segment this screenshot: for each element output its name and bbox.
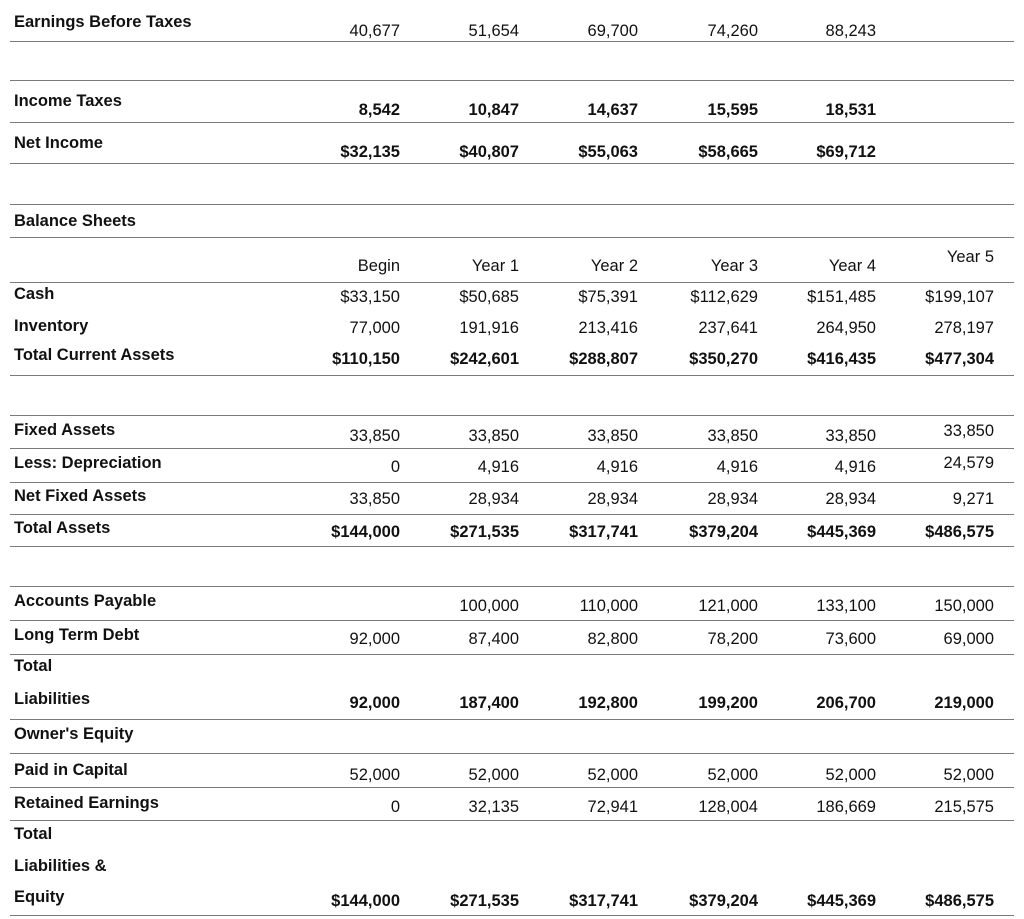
column-header-year-5: Year 5 — [946, 248, 994, 266]
row-label-retained-earnings: Retained Earnings — [14, 794, 159, 812]
cell-value: $151,485 — [807, 288, 876, 306]
cell-value: $33,150 — [340, 288, 400, 306]
cell-value: 92,000 — [349, 694, 400, 712]
cell-value: $110,150 — [332, 350, 400, 368]
row-label-total-assets: Total Assets — [14, 519, 111, 537]
cell-value: 121,000 — [698, 597, 758, 615]
row-rule — [10, 915, 1014, 916]
cell-value: 73,600 — [825, 630, 876, 648]
cell-value: 87,400 — [468, 630, 519, 648]
cell-value: 78,200 — [707, 630, 758, 648]
cell-value: 33,850 — [349, 427, 400, 445]
row-rule — [10, 163, 1014, 164]
row-rule — [10, 41, 1014, 42]
cell-value: 4,916 — [596, 458, 638, 476]
row-label-income-taxes: Income Taxes — [14, 92, 122, 110]
row-rule — [10, 620, 1014, 621]
cell-value: $445,369 — [807, 523, 876, 541]
row-rule — [10, 375, 1014, 376]
cell-value: $75,391 — [578, 288, 638, 306]
cell-value: $379,204 — [689, 892, 758, 910]
cell-value: 191,916 — [459, 319, 519, 337]
cell-value: $69,712 — [816, 143, 876, 161]
row-label-cash: Cash — [14, 285, 55, 303]
cell-value: 186,669 — [816, 798, 876, 816]
row-label-total: Total — [14, 657, 53, 675]
cell-value: $144,000 — [331, 892, 400, 910]
cell-value: $486,575 — [925, 892, 994, 910]
cell-value: $350,270 — [689, 350, 758, 368]
cell-value: 0 — [390, 458, 400, 476]
cell-value: 28,934 — [468, 490, 519, 508]
cell-value: 4,916 — [716, 458, 758, 476]
row-rule — [10, 415, 1014, 416]
cell-value: 69,700 — [587, 22, 638, 40]
column-header-year-4: Year 4 — [828, 257, 876, 275]
cell-value: 14,637 — [587, 101, 638, 119]
row-label-fixed-assets: Fixed Assets — [14, 421, 116, 439]
cell-value: $317,741 — [569, 892, 638, 910]
section-title-balance-sheets: Balance Sheets — [14, 212, 136, 230]
cell-value: 51,654 — [468, 22, 519, 40]
row-label-long-term-debt: Long Term Debt — [14, 626, 140, 644]
row-label-paid-in-capital: Paid in Capital — [14, 761, 128, 779]
cell-value: 213,416 — [578, 319, 638, 337]
cell-value: 40,677 — [349, 22, 400, 40]
cell-value: $271,535 — [450, 892, 519, 910]
column-header-year-3: Year 3 — [710, 257, 758, 275]
cell-value: 74,260 — [707, 22, 758, 40]
cell-value: 69,000 — [943, 630, 994, 648]
cell-value: 264,950 — [816, 319, 876, 337]
cell-value: 28,934 — [587, 490, 638, 508]
cell-value: $144,000 — [331, 523, 400, 541]
cell-value: 110,000 — [579, 597, 638, 615]
cell-value: 32,135 — [468, 798, 519, 816]
cell-value: 192,800 — [578, 694, 638, 712]
cell-value: $58,665 — [698, 143, 758, 161]
row-label-accounts-payable: Accounts Payable — [14, 592, 157, 610]
cell-value: 33,850 — [825, 427, 876, 445]
column-header-begin: Begin — [357, 257, 400, 275]
cell-value: 52,000 — [468, 766, 519, 784]
row-rule — [10, 282, 1014, 283]
cell-value: 92,000 — [349, 630, 400, 648]
cell-value: 28,934 — [825, 490, 876, 508]
column-header-year-2: Year 2 — [590, 257, 638, 275]
row-label-liabilities-and: Liabilities & — [14, 857, 107, 875]
cell-value: 18,531 — [825, 101, 876, 119]
cell-value: 9,271 — [952, 490, 994, 508]
cell-value: $242,601 — [450, 350, 519, 368]
cell-value: $40,807 — [459, 143, 519, 161]
cell-value: 206,700 — [816, 694, 876, 712]
row-label-depreciation: Less: Depreciation — [14, 454, 162, 472]
cell-value: 52,000 — [943, 766, 994, 784]
cell-value: 278,197 — [934, 319, 994, 337]
cell-value: 133,100 — [816, 597, 876, 615]
cell-value: 128,004 — [698, 798, 758, 816]
cell-value: 0 — [390, 798, 400, 816]
row-label-total: Total — [14, 825, 53, 843]
cell-value: 28,934 — [707, 490, 758, 508]
cell-value: $55,063 — [578, 143, 638, 161]
cell-value: 33,850 — [707, 427, 758, 445]
row-rule — [10, 514, 1014, 515]
row-rule — [10, 546, 1014, 547]
row-label-net-income: Net Income — [14, 134, 103, 152]
cell-value: 4,916 — [834, 458, 876, 476]
cell-value: $477,304 — [925, 350, 994, 368]
cell-value: 33,850 — [468, 427, 519, 445]
cell-value: 8,542 — [358, 101, 400, 119]
row-rule — [10, 80, 1014, 81]
cell-value: $317,741 — [569, 523, 638, 541]
row-label-equity: Equity — [14, 888, 65, 906]
cell-value: $288,807 — [569, 350, 638, 368]
cell-value: $379,204 — [689, 523, 758, 541]
cell-value: 33,850 — [943, 422, 994, 440]
cell-value: $32,135 — [340, 143, 400, 161]
cell-value: 237,641 — [698, 319, 758, 337]
cell-value: 150,000 — [934, 597, 994, 615]
row-rule — [10, 820, 1014, 821]
row-label-earnings-before-taxes: Earnings Before Taxes — [14, 13, 192, 31]
column-header-year-1: Year 1 — [471, 257, 519, 275]
cell-value: 219,000 — [934, 694, 994, 712]
section-title-owners-equity: Owner's Equity — [14, 725, 134, 743]
row-label-inventory: Inventory — [14, 317, 89, 335]
cell-value: 4,916 — [477, 458, 519, 476]
cell-value: $445,369 — [807, 892, 876, 910]
cell-value: 72,941 — [587, 798, 638, 816]
row-rule — [10, 482, 1014, 483]
cell-value: 52,000 — [587, 766, 638, 784]
cell-value: $199,107 — [925, 288, 994, 306]
row-label-total-current-assets: Total Current Assets — [14, 346, 175, 364]
cell-value: 88,243 — [825, 22, 876, 40]
cell-value: 15,595 — [707, 101, 758, 119]
row-rule — [10, 654, 1014, 655]
cell-value: $50,685 — [459, 288, 519, 306]
cell-value: 24,579 — [943, 454, 994, 472]
cell-value: $486,575 — [925, 523, 994, 541]
row-label-liabilities: Liabilities — [14, 690, 91, 708]
cell-value: 77,000 — [349, 319, 400, 337]
cell-value: 100,000 — [459, 597, 519, 615]
row-rule — [10, 787, 1014, 788]
cell-value: 52,000 — [825, 766, 876, 784]
row-rule — [10, 719, 1014, 720]
cell-value: 52,000 — [707, 766, 758, 784]
row-rule — [10, 448, 1014, 449]
row-label-net-fixed-assets: Net Fixed Assets — [14, 487, 147, 505]
row-rule — [10, 237, 1014, 238]
cell-value: 187,400 — [459, 694, 519, 712]
row-rule — [10, 586, 1014, 587]
row-rule — [10, 753, 1014, 754]
cell-value: 215,575 — [934, 798, 994, 816]
cell-value: 52,000 — [349, 766, 400, 784]
cell-value: $112,629 — [690, 288, 758, 306]
row-rule — [10, 122, 1014, 123]
cell-value: 33,850 — [349, 490, 400, 508]
cell-value: 82,800 — [587, 630, 638, 648]
cell-value: 199,200 — [698, 694, 758, 712]
row-rule — [10, 204, 1014, 205]
cell-value: 10,847 — [468, 101, 519, 119]
cell-value: $271,535 — [450, 523, 519, 541]
cell-value: $416,435 — [807, 350, 876, 368]
cell-value: 33,850 — [587, 427, 638, 445]
